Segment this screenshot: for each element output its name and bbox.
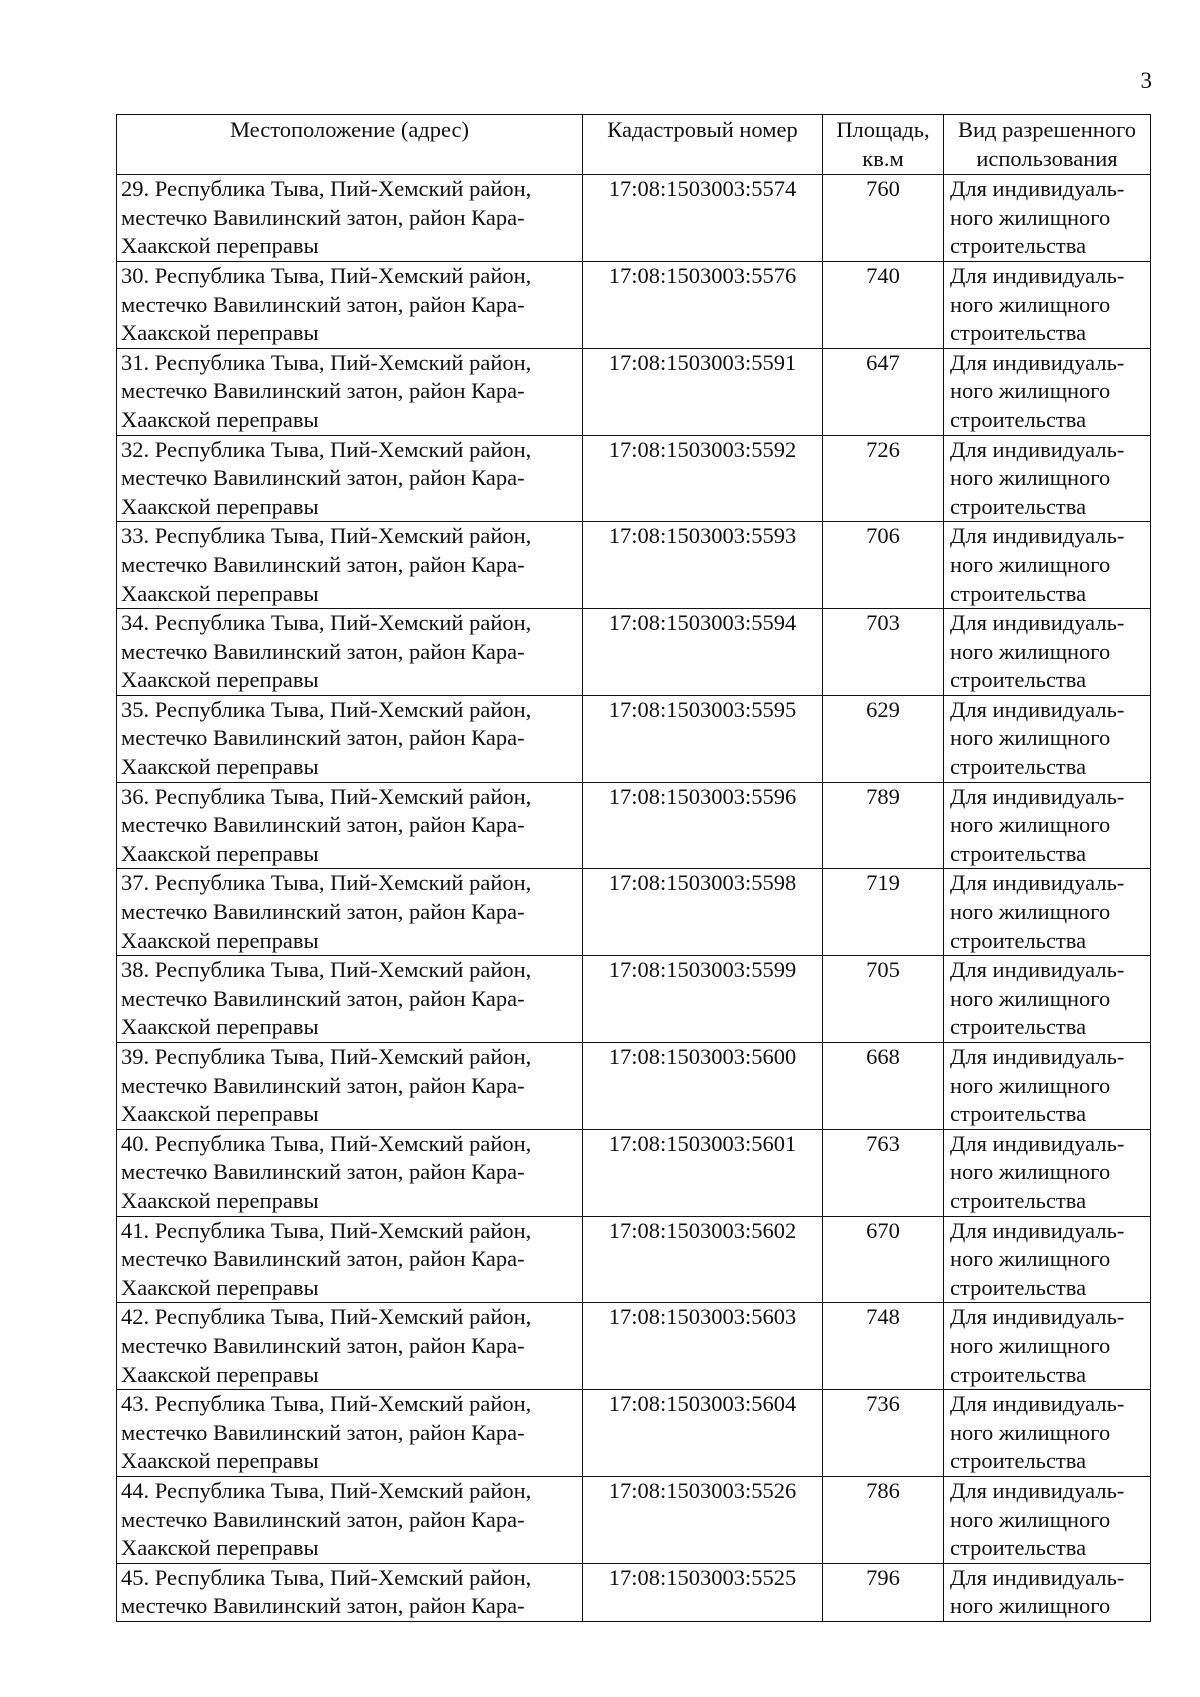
table-row — [117, 435, 1151, 522]
address-line: 34. Республика Тыва, Пий-Хемский район, — [121, 610, 532, 636]
permitted-use-cell — [944, 869, 1151, 956]
use-line: ного жилищного — [950, 1246, 1111, 1272]
address-cell — [117, 1390, 583, 1477]
use-line: ного жилищного — [950, 1506, 1111, 1532]
header-area: Площадь, кв.м — [823, 115, 944, 175]
use-line: Для индивидуаль- — [950, 610, 1125, 636]
address-cell — [117, 522, 583, 609]
area-cell: 748 — [823, 1303, 944, 1390]
address-cell — [117, 1216, 583, 1303]
permitted-use-cell — [944, 1303, 1151, 1390]
permitted-use-cell — [944, 1129, 1151, 1216]
table-row — [117, 1563, 1151, 1621]
use-line: строительства — [950, 1274, 1087, 1300]
use-line: Для индивидуаль- — [950, 436, 1125, 462]
address-line: 45. Республика Тыва, Пий-Хемский район, — [121, 1564, 532, 1590]
address-line: Хаакской переправы — [121, 580, 319, 606]
use-line: Для индивидуаль- — [950, 1391, 1125, 1417]
address-line: 42. Республика Тыва, Пий-Хемский район, — [121, 1304, 532, 1330]
area-cell: 786 — [823, 1476, 944, 1563]
address-line: Хаакской переправы — [121, 1535, 319, 1561]
address-line: местечко Вавилинский затон, район Кара- — [121, 204, 525, 230]
cadastral-number-cell: 17:08:1503003:5596 — [583, 782, 823, 869]
table-row — [117, 348, 1151, 435]
use-line: ного жилищного — [950, 1593, 1111, 1619]
permitted-use-cell — [944, 695, 1151, 782]
use-line: строительства — [950, 1448, 1087, 1474]
permitted-use-cell — [944, 348, 1151, 435]
permitted-use-cell — [944, 522, 1151, 609]
address-line: 35. Республика Тыва, Пий-Хемский район, — [121, 696, 532, 722]
page-number: 3 — [1140, 68, 1152, 93]
address-line: Хаакской переправы — [121, 1101, 319, 1127]
address-line: 41. Республика Тыва, Пий-Хемский район, — [121, 1217, 532, 1243]
cadastral-number-cell: 17:08:1503003:5600 — [583, 1043, 823, 1130]
address-line: Хаакской переправы — [121, 754, 319, 780]
address-line: местечко Вавилинский затон, район Кара- — [121, 1593, 525, 1619]
cadastral-number-cell: 17:08:1503003:5592 — [583, 435, 823, 522]
cadastral-number-cell: 17:08:1503003:5601 — [583, 1129, 823, 1216]
address-line: местечко Вавилинский затон, район Кара- — [121, 638, 525, 664]
address-line: местечко Вавилинский затон, район Кара- — [121, 1419, 525, 1445]
address-line: Хаакской переправы — [121, 667, 319, 693]
use-line: Для индивидуаль- — [950, 176, 1125, 202]
address-line: 29. Республика Тыва, Пий-Хемский район, — [121, 176, 532, 202]
address-cell — [117, 348, 583, 435]
table-row — [117, 956, 1151, 1043]
use-line: строительства — [950, 1535, 1087, 1561]
use-line: ного жилищного — [950, 899, 1111, 925]
cadastral-number-cell: 17:08:1503003:5602 — [583, 1216, 823, 1303]
address-cell — [117, 1043, 583, 1130]
use-line: Для индивидуаль- — [950, 523, 1125, 549]
table-row — [117, 1043, 1151, 1130]
address-line: Хаакской переправы — [121, 1274, 319, 1300]
use-line: ного жилищного — [950, 638, 1111, 664]
cadastral-number-cell: 17:08:1503003:5594 — [583, 609, 823, 696]
address-line: 32. Республика Тыва, Пий-Хемский район, — [121, 436, 532, 462]
address-cell — [117, 1563, 583, 1621]
use-line: ного жилищного — [950, 1159, 1111, 1185]
area-cell: 668 — [823, 1043, 944, 1130]
table-row — [117, 1390, 1151, 1477]
address-cell — [117, 1476, 583, 1563]
area-cell: 789 — [823, 782, 944, 869]
area-cell: 705 — [823, 956, 944, 1043]
area-cell: 763 — [823, 1129, 944, 1216]
address-cell — [117, 609, 583, 696]
table-row — [117, 1303, 1151, 1390]
address-line: 40. Республика Тыва, Пий-Хемский район, — [121, 1130, 532, 1156]
use-line: строительства — [950, 667, 1087, 693]
use-line: Для индивидуаль- — [950, 1564, 1125, 1590]
use-line: Для индивидуаль- — [950, 1044, 1125, 1069]
land-plots-table — [116, 114, 1151, 1622]
use-line: строительства — [950, 493, 1087, 519]
table-header-row — [117, 115, 1151, 175]
address-cell — [117, 1129, 583, 1216]
address-cell — [117, 956, 583, 1043]
use-line: строительства — [950, 320, 1087, 346]
address-line: 36. Республика Тыва, Пий-Хемский район, — [121, 783, 532, 809]
use-line: строительства — [950, 1014, 1087, 1040]
table-row — [117, 522, 1151, 609]
area-cell: 760 — [823, 175, 944, 262]
use-line: ного жилищного — [950, 985, 1111, 1011]
use-line: Для индивидуаль- — [950, 1304, 1125, 1330]
use-line: ного жилищного — [950, 551, 1111, 577]
use-line: ного жилищного — [950, 204, 1111, 230]
permitted-use-cell — [944, 609, 1151, 696]
permitted-use-cell — [944, 1043, 1151, 1130]
cadastral-number-cell: 17:08:1503003:5591 — [583, 348, 823, 435]
cadastral-number-cell: 17:08:1503003:5603 — [583, 1303, 823, 1390]
address-cell — [117, 435, 583, 522]
address-cell — [117, 869, 583, 956]
cadastral-number-cell: 17:08:1503003:5525 — [583, 1563, 823, 1621]
table-row — [117, 1476, 1151, 1563]
use-line: Для индивидуаль- — [950, 1130, 1125, 1156]
address-cell — [117, 782, 583, 869]
use-line: ного жилищного — [950, 1332, 1111, 1358]
permitted-use-cell — [944, 782, 1151, 869]
cadastral-number-cell: 17:08:1503003:5526 — [583, 1476, 823, 1563]
address-line: 39. Республика Тыва, Пий-Хемский район, — [121, 1044, 532, 1069]
address-line: 31. Республика Тыва, Пий-Хемский район, — [121, 349, 532, 375]
table-row — [117, 1129, 1151, 1216]
area-cell: 647 — [823, 348, 944, 435]
permitted-use-cell — [944, 175, 1151, 262]
table-row — [117, 609, 1151, 696]
use-line: ного жилищного — [950, 1419, 1111, 1445]
cadastral-number-cell: 17:08:1503003:5593 — [583, 522, 823, 609]
use-line: строительства — [950, 754, 1087, 780]
use-line: ного жилищного — [950, 1072, 1111, 1098]
use-line: строительства — [950, 580, 1087, 606]
use-line: ного жилищного — [950, 291, 1111, 317]
permitted-use-cell — [944, 1476, 1151, 1563]
address-line: Хаакской переправы — [121, 1014, 319, 1040]
area-cell: 703 — [823, 609, 944, 696]
table-row — [117, 695, 1151, 782]
header-permitted-use: Вид разрешенного использования — [944, 115, 1151, 175]
use-line: ного жилищного — [950, 378, 1111, 404]
permitted-use-cell — [944, 435, 1151, 522]
cadastral-number-cell: 17:08:1503003:5574 — [583, 175, 823, 262]
table-row — [117, 261, 1151, 348]
address-line: местечко Вавилинский затон, район Кара- — [121, 985, 525, 1011]
use-line: ного жилищного — [950, 812, 1111, 838]
address-line: 38. Республика Тыва, Пий-Хемский район, — [121, 957, 532, 983]
permitted-use-cell — [944, 261, 1151, 348]
table-row — [117, 869, 1151, 956]
use-line: строительства — [950, 1361, 1087, 1387]
area-cell: 740 — [823, 261, 944, 348]
address-line: Хаакской переправы — [121, 1361, 319, 1387]
area-cell: 736 — [823, 1390, 944, 1477]
permitted-use-cell — [944, 1216, 1151, 1303]
address-line: Хаакской переправы — [121, 320, 319, 346]
address-line: Хаакской переправы — [121, 233, 319, 259]
area-cell: 629 — [823, 695, 944, 782]
cadastral-number-cell: 17:08:1503003:5576 — [583, 261, 823, 348]
address-line: местечко Вавилинский затон, район Кара- — [121, 1159, 525, 1185]
use-line: Для индивидуаль- — [950, 783, 1125, 809]
use-line: строительства — [950, 1187, 1087, 1213]
area-cell: 726 — [823, 435, 944, 522]
cadastral-number-cell: 17:08:1503003:5598 — [583, 869, 823, 956]
area-cell: 796 — [823, 1563, 944, 1621]
permitted-use-cell — [944, 1563, 1151, 1621]
use-line: строительства — [950, 406, 1087, 432]
address-line: Хаакской переправы — [121, 493, 319, 519]
address-line: местечко Вавилинский затон, район Кара- — [121, 725, 525, 751]
address-cell — [117, 175, 583, 262]
use-line: Для индивидуаль- — [950, 1217, 1125, 1243]
cadastral-number-cell: 17:08:1503003:5595 — [583, 695, 823, 782]
table-row — [117, 1216, 1151, 1303]
address-line: местечко Вавилинский затон, район Кара- — [121, 291, 525, 317]
use-line: строительства — [950, 840, 1087, 866]
area-cell: 719 — [823, 869, 944, 956]
address-cell — [117, 695, 583, 782]
use-line: ного жилищного — [950, 725, 1111, 751]
area-cell: 670 — [823, 1216, 944, 1303]
address-line: местечко Вавилинский затон, район Кара- — [121, 1332, 525, 1358]
address-line: местечко Вавилинский затон, район Кара- — [121, 1506, 525, 1532]
use-line: строительства — [950, 927, 1087, 953]
address-cell — [117, 1303, 583, 1390]
cadastral-number-cell: 17:08:1503003:5604 — [583, 1390, 823, 1477]
address-line: местечко Вавилинский затон, район Кара- — [121, 465, 525, 491]
use-line: ного жилищного — [950, 465, 1111, 491]
permitted-use-cell — [944, 1390, 1151, 1477]
use-line: строительства — [950, 1101, 1087, 1127]
cadastral-number-cell: 17:08:1503003:5599 — [583, 956, 823, 1043]
use-line: Для индивидуаль- — [950, 696, 1125, 722]
use-line: Для индивидуаль- — [950, 349, 1125, 375]
address-line: Хаакской переправы — [121, 840, 319, 866]
address-line: 33. Республика Тыва, Пий-Хемский район, — [121, 523, 532, 549]
address-cell — [117, 261, 583, 348]
use-line: Для индивидуаль- — [950, 957, 1125, 983]
address-line: 44. Республика Тыва, Пий-Хемский район, — [121, 1477, 532, 1503]
use-line: строительства — [950, 233, 1087, 259]
address-line: местечко Вавилинский затон, район Кара- — [121, 899, 525, 925]
address-line: местечко Вавилинский затон, район Кара- — [121, 1072, 525, 1098]
address-line: Хаакской переправы — [121, 927, 319, 953]
permitted-use-cell — [944, 956, 1151, 1043]
address-line: местечко Вавилинский затон, район Кара- — [121, 812, 525, 838]
address-line: местечко Вавилинский затон, район Кара- — [121, 1246, 525, 1272]
table-body — [117, 175, 1151, 1622]
address-line: местечко Вавилинский затон, район Кара- — [121, 551, 525, 577]
use-line: Для индивидуаль- — [950, 262, 1125, 288]
address-line: Хаакской переправы — [121, 1187, 319, 1213]
address-line: 43. Республика Тыва, Пий-Хемский район, — [121, 1391, 532, 1417]
use-line: Для индивидуаль- — [950, 870, 1125, 896]
address-line: Хаакской переправы — [121, 1448, 319, 1474]
address-line: 30. Республика Тыва, Пий-Хемский район, — [121, 262, 532, 288]
address-line: 37. Республика Тыва, Пий-Хемский район, — [121, 870, 532, 896]
header-address: Местоположение (адрес) — [117, 115, 583, 175]
table-row — [117, 175, 1151, 262]
address-line: местечко Вавилинский затон, район Кара- — [121, 378, 525, 404]
address-line: Хаакской переправы — [121, 406, 319, 432]
header-cadastral-number: Кадастровый номер — [583, 115, 823, 175]
area-cell: 706 — [823, 522, 944, 609]
table-row — [117, 782, 1151, 869]
use-line: Для индивидуаль- — [950, 1477, 1125, 1503]
